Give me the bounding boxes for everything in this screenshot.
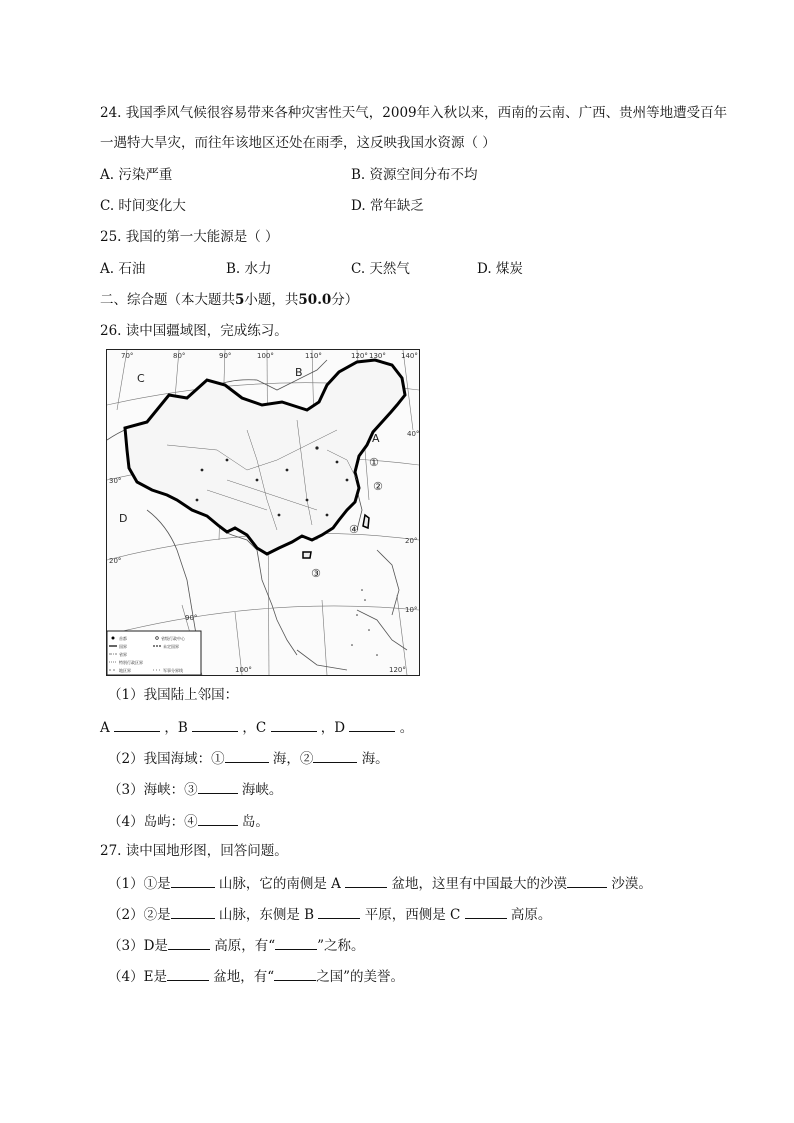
tick-lon-100-bottom: 100° bbox=[235, 666, 252, 674]
map-label-d: D bbox=[119, 512, 128, 525]
section-heading-suffix: 分） bbox=[331, 292, 359, 308]
q27-blank-2c[interactable] bbox=[465, 904, 507, 919]
q26-blank-a-label: A bbox=[100, 720, 110, 736]
q26-part1-blanks bbox=[100, 717, 413, 737]
tick-lat-40: 40° bbox=[407, 430, 419, 438]
map-label-a: A bbox=[372, 432, 380, 445]
q27-part2-c: 平原，西侧是 C bbox=[364, 907, 461, 923]
q24-stem-line1: 24. 我国季风气候很容易带来各种灾害性天气，2009年入秋以来，西南的云南、广西、贵州等地遭受百年 bbox=[100, 105, 728, 121]
tick-lon-70: 70° bbox=[121, 352, 134, 360]
q24-stem-line2: 一遇特大旱灾，而往年该地区还处在雨季，这反映我国水资源（ ） bbox=[100, 135, 496, 151]
q26-blank-c-label: ，C bbox=[242, 720, 267, 736]
q26-part4 bbox=[108, 811, 269, 831]
q27-part3-c: ”之称。 bbox=[317, 938, 365, 954]
q25-option-a: A. 石油 bbox=[100, 261, 146, 277]
q24-option-c: C. 时间变化大 bbox=[100, 198, 186, 214]
map-svg bbox=[107, 350, 419, 675]
q26-blank-strait[interactable] bbox=[198, 779, 238, 794]
legend-provincial-border: 省界 bbox=[119, 652, 127, 657]
map-label-circle-4: ④ bbox=[349, 523, 359, 536]
q27-part2-b: 山脉，东侧是 B bbox=[218, 907, 315, 923]
q27-part4 bbox=[108, 966, 404, 986]
legend-military-line: 军事分界线 bbox=[163, 668, 183, 673]
q27-blank-1a[interactable] bbox=[171, 873, 215, 888]
tick-lat-20-right: 20° bbox=[405, 537, 418, 545]
map-label-c: C bbox=[137, 372, 145, 385]
tick-lon-130: 130° bbox=[369, 352, 386, 360]
legend-sar-border: 特别行政区界 bbox=[119, 660, 143, 665]
q24-option-d: D. 常年缺乏 bbox=[351, 198, 424, 214]
q27-blank-4a[interactable] bbox=[167, 966, 209, 981]
section-heading bbox=[100, 291, 358, 309]
map-label-circle-2: ② bbox=[373, 480, 383, 493]
q26-part3-pre: （3）海峡：③ bbox=[108, 782, 198, 798]
map-label-b: B bbox=[295, 366, 303, 379]
q25-option-d: D. 煤炭 bbox=[477, 261, 523, 277]
section-heading-prefix: 二、综合题（本大题共 bbox=[100, 292, 235, 308]
legend-region-border: 地区界 bbox=[119, 668, 131, 673]
tick-lon-120: 120° bbox=[351, 352, 368, 360]
q26-part2-mid: 海，② bbox=[272, 751, 314, 767]
q27-part2 bbox=[108, 904, 551, 924]
q26-part1-end: 。 bbox=[399, 720, 414, 736]
q26-part4-end: 岛。 bbox=[241, 814, 269, 830]
tick-lon-120-bottom: 120° bbox=[389, 666, 406, 674]
q27-part2-a: （2）②是 bbox=[108, 907, 171, 923]
q26-blank-d[interactable] bbox=[349, 717, 395, 732]
q26-part3-end: 海峡。 bbox=[241, 782, 283, 798]
q26-part3 bbox=[108, 779, 282, 799]
q26-blank-sea-2[interactable] bbox=[313, 748, 357, 763]
q27-part3 bbox=[108, 935, 365, 955]
q24-option-a: A. 污染严重 bbox=[100, 167, 173, 183]
q26-blank-a[interactable] bbox=[114, 717, 160, 732]
q27-part4-a: （4）E是 bbox=[108, 969, 167, 985]
q27-blank-3b[interactable] bbox=[275, 935, 317, 950]
map-label-circle-1: ① bbox=[369, 456, 379, 469]
q27-part3-b: 高原，有“ bbox=[214, 938, 276, 954]
q27-part4-c: 之国”的美誉。 bbox=[316, 969, 405, 985]
tick-lon-80: 80° bbox=[173, 352, 186, 360]
q25-option-b: B. 水力 bbox=[226, 261, 272, 277]
legend-undetermined-border: 未定国界 bbox=[163, 644, 179, 649]
tick-lat-20-left: 20° bbox=[109, 557, 122, 565]
q26-blank-b-label: ，B bbox=[164, 720, 188, 736]
tick-lon-90: 90° bbox=[219, 352, 232, 360]
q27-part1-b: 山脉，它的南侧是 A bbox=[218, 876, 341, 892]
legend-capital: 首都 bbox=[119, 636, 127, 641]
tick-lon-110: 110° bbox=[305, 352, 322, 360]
legend-provincial-center: 省级行政中心 bbox=[161, 636, 185, 641]
q27-part1-c: 盆地，这里有中国最大的沙漠 bbox=[391, 876, 568, 892]
q26-blank-island[interactable] bbox=[198, 811, 238, 826]
map-label-circle-3: ③ bbox=[311, 567, 321, 580]
q27-part1-a: （1）①是 bbox=[108, 876, 171, 892]
q26-blank-b[interactable] bbox=[192, 717, 238, 732]
q27-blank-1b[interactable] bbox=[345, 873, 387, 888]
q25-option-c: C. 天然气 bbox=[351, 261, 410, 277]
tick-lon-100: 100° bbox=[257, 352, 274, 360]
q26-blank-d-label: ，D bbox=[320, 720, 346, 736]
q24-option-b: B. 资源空间分布不均 bbox=[351, 167, 478, 183]
q27-blank-3a[interactable] bbox=[168, 935, 210, 950]
q26-part2-end: 海。 bbox=[361, 751, 389, 767]
q27-blank-2b[interactable] bbox=[318, 904, 360, 919]
q27-part1 bbox=[108, 873, 652, 893]
section-question-count: 5 bbox=[235, 292, 245, 308]
q27-part4-b: 盆地，有“ bbox=[213, 969, 275, 985]
q26-part2-pre: （2）我国海域：① bbox=[108, 751, 225, 767]
q27-blank-2a[interactable] bbox=[171, 904, 215, 919]
q27-part3-a: （3）D是 bbox=[108, 938, 168, 954]
q27-blank-4b[interactable] bbox=[274, 966, 316, 981]
q26-stem: 26. 读中国疆域图，完成练习。 bbox=[100, 323, 288, 339]
tick-lon-140: 140° bbox=[401, 352, 418, 360]
q27-part1-d: 沙漠。 bbox=[611, 876, 652, 892]
tick-lat-30: 30° bbox=[109, 477, 122, 485]
q26-blank-c[interactable] bbox=[271, 717, 317, 732]
q26-part4-pre: （4）岛屿：④ bbox=[108, 814, 198, 830]
section-score: 50.0 bbox=[298, 292, 332, 308]
q26-part1-prompt: （1）我国陆上邻国： bbox=[108, 687, 239, 703]
legend-national-border: 国界 bbox=[119, 644, 127, 649]
q26-part2 bbox=[108, 748, 389, 768]
tick-lon-90-bottom: 90° bbox=[185, 614, 198, 622]
tick-lat-10: 10° bbox=[405, 606, 418, 614]
section-heading-mid: 小题，共 bbox=[244, 292, 299, 308]
q25-stem: 25. 我国的第一大能源是（ ） bbox=[100, 229, 279, 245]
q27-stem: 27. 读中国地形图，回答问题。 bbox=[100, 843, 288, 859]
q27-part2-d: 高原。 bbox=[510, 907, 552, 923]
china-territory-map bbox=[106, 349, 420, 676]
q26-blank-sea-1[interactable] bbox=[225, 748, 269, 763]
map-legend bbox=[107, 631, 201, 675]
q27-blank-1c[interactable] bbox=[567, 873, 607, 888]
